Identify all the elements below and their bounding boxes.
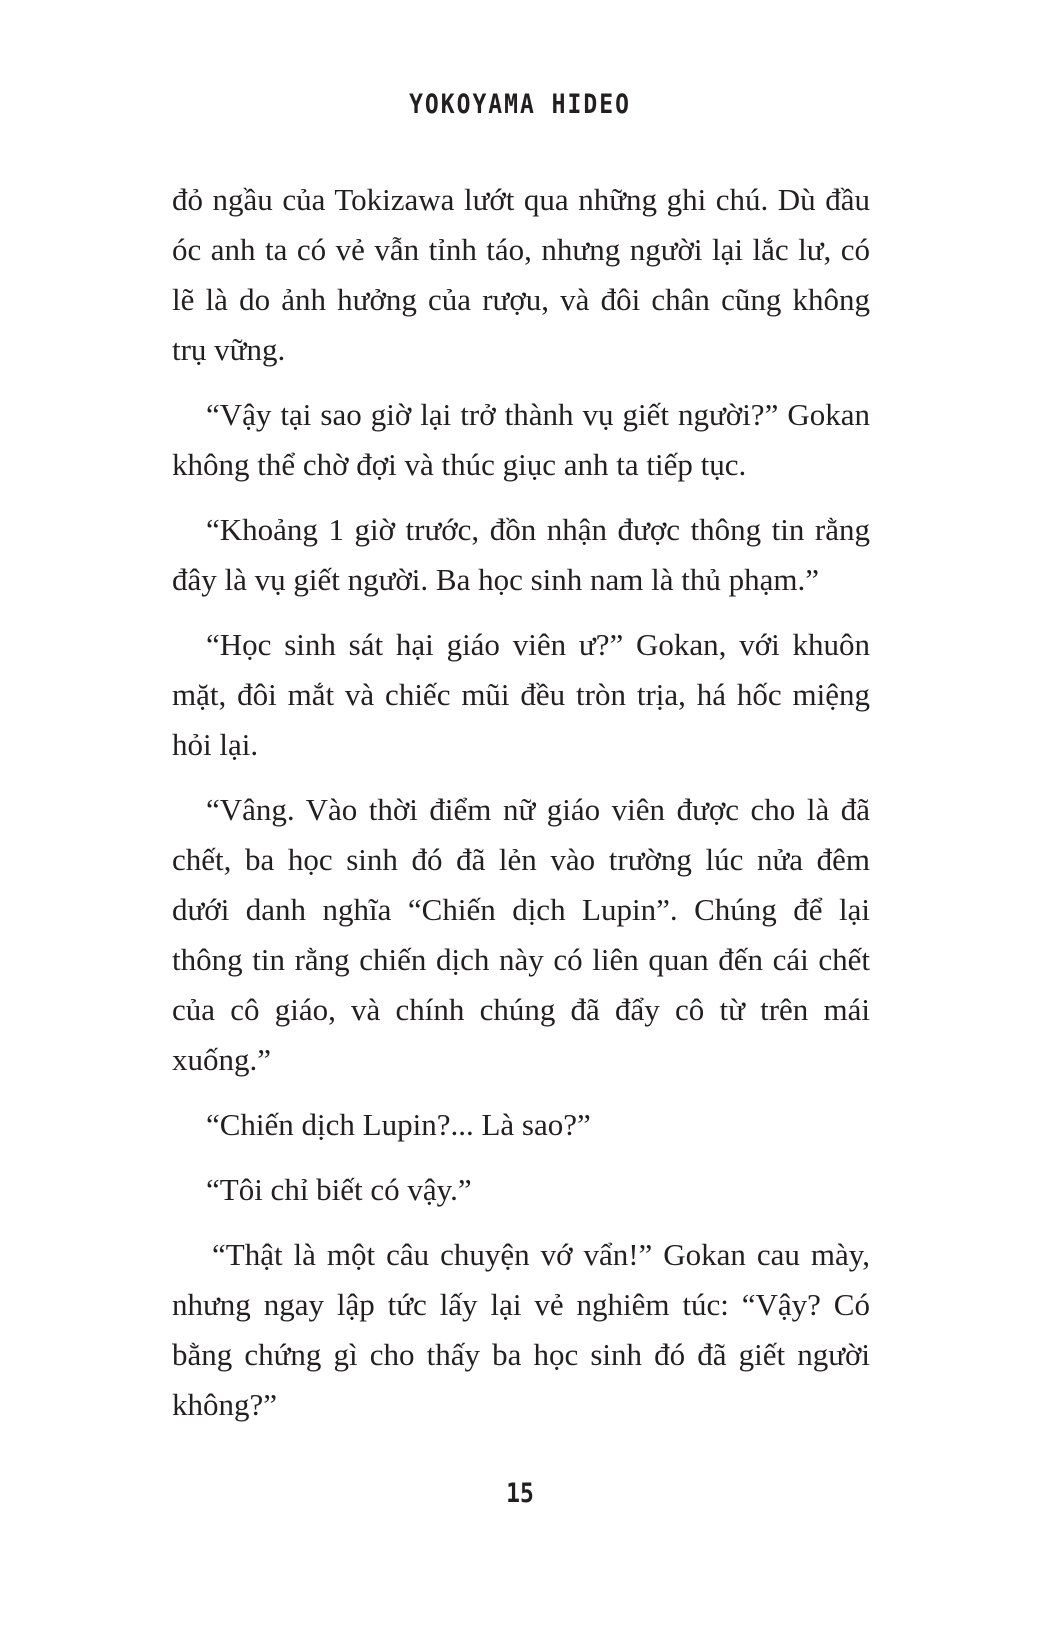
paragraph-dialogue: “Vậy tại sao giờ lại trở thành vụ giết người?” Gokan không thể chờ đợi và thúc giục anh ta tiếp tục. bbox=[172, 397, 870, 482]
running-header: YOKOYAMA HIDEO bbox=[409, 90, 631, 120]
body-text bbox=[172, 175, 870, 1445]
page-number: 15 bbox=[506, 1479, 534, 1509]
paragraph-dialogue: “Vâng. Vào thời điểm nữ giáo viên được cho là đã chết, ba học sinh đó đã lẻn vào trường lúc nửa đêm dưới danh nghĩa “Chiến dịch Lupin”. Chúng để lại thông tin rằng chiến dịch này có liên quan đến cái chết của cô giáo, và chính chúng đã đẩy cô từ trên mái xuống.” bbox=[172, 792, 870, 1077]
paragraph-continuation: đỏ ngầu của Tokizawa lướt qua những ghi chú. Dù đầu óc anh ta có vẻ vẫn tỉnh táo, nhưng người lại lắc lư, có lẽ là do ảnh hưởng của rượu, và đôi chân cũng không trụ vững. bbox=[172, 182, 870, 367]
paragraph-dialogue: “Tôi chỉ biết có vậy.” bbox=[206, 1172, 472, 1207]
paragraph-dialogue: “Chiến dịch Lupin?... Là sao?” bbox=[206, 1107, 591, 1142]
paragraph-dialogue: “Học sinh sát hại giáo viên ư?” Gokan, với khuôn mặt, đôi mắt và chiếc mũi đều tròn trịa, há hốc miệng hỏi lại. bbox=[172, 627, 870, 762]
paragraph-dialogue: “Khoảng 1 giờ trước, đồn nhận được thông tin rằng đây là vụ giết người. Ba học sinh nam là thủ phạm.” bbox=[172, 512, 870, 597]
paragraph-dialogue: “Thật là một câu chuyện vớ vẩn!” Gokan cau mày, nhưng ngay lập tức lấy lại vẻ nghiêm túc: “Vậy? Có bằng chứng gì cho thấy ba học sinh đó đã giết người không?” bbox=[172, 1237, 870, 1422]
